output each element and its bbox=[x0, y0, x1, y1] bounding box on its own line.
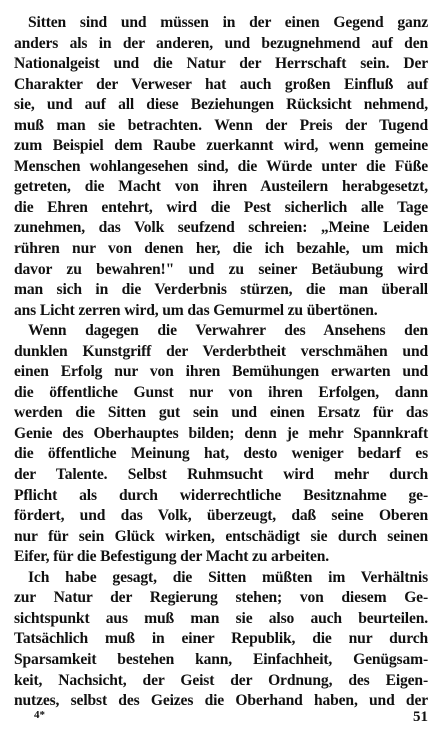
text-line: Nationalgeist und die Natur der Herrschaft sein. Der bbox=[14, 55, 428, 73]
text-line: dunklen Kunstgriff der Verderbtheit verschmähen und bbox=[14, 342, 428, 360]
text-line: Wenn dagegen die Verwahrer des Ansehens den bbox=[28, 322, 428, 340]
text-line: Genie des Oberhauptes bilden; denn je mehr Spannkraft bbox=[14, 424, 428, 442]
text-line: nur für sein Glück wirken, entschädigt sie durch seinen bbox=[14, 527, 428, 545]
page-number: 51 bbox=[413, 709, 428, 725]
text-line: ans Licht zerren wird, um das Gemurmel zu übertönen. bbox=[14, 301, 378, 319]
text-line: die öffentliche Meinung hat, desto weniger bedarf es bbox=[14, 445, 428, 463]
text-line: davor zu bewahren!" und zu seiner Betäubung wird bbox=[14, 260, 428, 278]
page-footer bbox=[14, 708, 428, 726]
text-line: sichtspunkt aus muß man sie also auch beurteilen. bbox=[14, 609, 428, 627]
text-line: die öffentliche Gunst nur von ihren Erfolgen, dann bbox=[14, 383, 428, 401]
text-line: man sich in die Verderbnis stürzen, die man überall bbox=[14, 281, 428, 299]
text-line: keit, Nachsicht, der Geist der Ordnung, des Eigen- bbox=[14, 671, 428, 689]
text-line: Eifer, für die Befestigung der Macht zu arbeiten. bbox=[14, 548, 330, 566]
text-line: rühren nur von denen her, die ich bezahle, um mich bbox=[14, 240, 428, 258]
text-line: nutzes, selbst des Geizes die Oberhand haben, und der bbox=[14, 692, 428, 710]
text-line: getreten, die Macht von ihren Austeilern herabgesetzt, bbox=[14, 178, 428, 196]
text-line: muß man sie betrachten. Wenn der Preis der Tugend bbox=[14, 116, 428, 134]
text-line: die Ehren entehrt, wird die Pest sicherlich alle Tage bbox=[14, 198, 428, 216]
text-line: Tatsächlich muß in einer Republik, die nur durch bbox=[14, 630, 428, 648]
text-line: Pflicht als durch widerrechtliche Besitznahme ge- bbox=[14, 486, 428, 504]
text-line: zur Natur der Regierung stehen; von diesem Ge- bbox=[14, 589, 428, 607]
text-line: zum Beispiel dem Raube zuerkannt wird, wenn gemeine bbox=[14, 137, 428, 155]
text-line: der Talente. Selbst Ruhmsucht wird mehr durch bbox=[14, 466, 428, 484]
text-line: anders als in der anderen, und bezugnehmend auf den bbox=[14, 34, 428, 52]
text-line: Sitten sind und müssen in der einen Gegend ganz bbox=[28, 14, 428, 31]
text-line: Sparsamkeit bestehen kann, Einfachheit, Genügsam- bbox=[14, 650, 428, 668]
body-text bbox=[14, 13, 428, 712]
text-line: Menschen wohlangesehen sind, die Würde unter die Füße bbox=[14, 157, 428, 175]
text-line: Charakter der Verweser hat auch großen Einfluß auf bbox=[14, 75, 428, 93]
text-line: werden die Sitten gut sein und einen Ersatz für das bbox=[14, 404, 428, 422]
text-line: zunehmen, das Volk seufzend schreien: „Meine Leiden bbox=[14, 219, 428, 237]
text-line: einen Erfolg nur von ihren Bemühungen erwarten und bbox=[14, 363, 428, 381]
signature-mark: 4* bbox=[34, 709, 45, 721]
text-line: Ich habe gesagt, die Sitten müßten im Verhältnis bbox=[28, 568, 428, 586]
text-line: sie, und auf all diese Beziehungen Rücksicht nehmend, bbox=[14, 96, 428, 114]
text-line: fördert, und das Volk, überzeugt, daß seine Oberen bbox=[14, 507, 428, 525]
